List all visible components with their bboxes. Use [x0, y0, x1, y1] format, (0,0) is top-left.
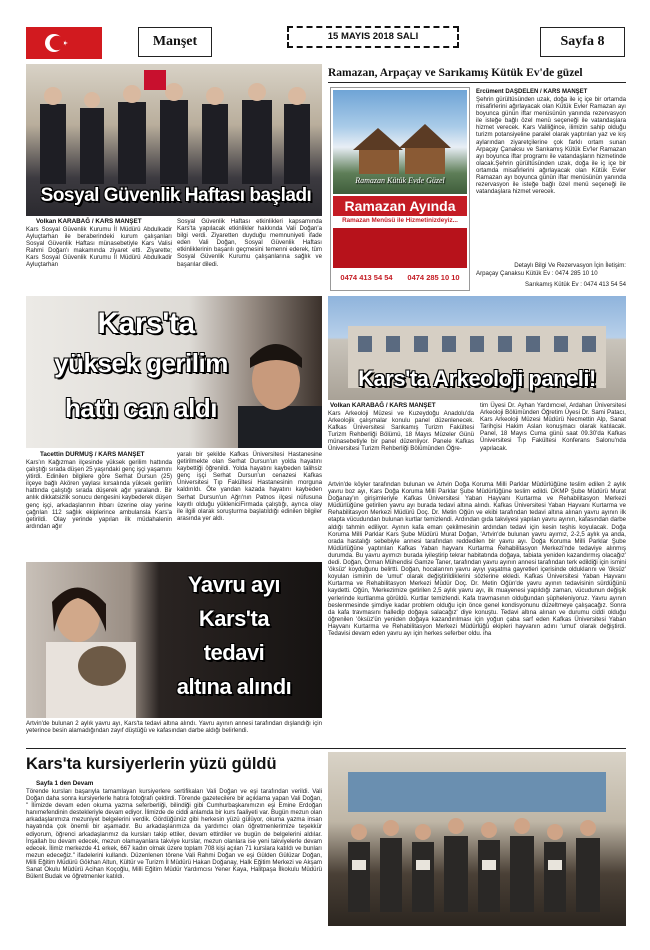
- story5-title-line3: tedavi: [203, 640, 265, 665]
- story3-col1: Kars'ın Kağızman ilçesinde yüksek gerilim hattında çalıştığı sırada düşen 25 yaşındaki genç işçi yaşamını yitirdi. Edinilen bilgilere göre Serhat Dursun (25) ilçeye bağlı Akören yaylası kırsalında yüksek gerilim hattında çalıştığı sırada düşerek ağır yaralandı. Bir anlık dikkatsizlik sonucu dengesini kaybederek düşen genç işçi, arkadaşlarının ihbarı üzerine olay yerine çağrılan 112 sağlık ekiplerince ambulansla Kars'a getirildi. Olay yerinde yapılan ilk müdahalenin ardından ağır: [26, 459, 172, 530]
- date-box: [287, 26, 459, 48]
- story4-title: Kars'ta Arkeoloji paneli!: [358, 366, 596, 391]
- story3-col2: yaralı bir şekilde Kafkas Üniversitesi Hastanesine getirilmekte olan Serhat Dursun'un yolda hayatını kaybettiği öğrenildi. Yolda hayatını kaybeden talihsiz genç işçi Serhat Dursun'un cenazesi Kafkas Üniversitesi Tıp Fakültesi Hastanesinin morguna kaldırıldı. Öte yandan kazada hayatını kaybeden Serhat Dursun'un Ağrı'nın Patnos ilçesi nüfusuna kayıtlı olduğu yükleniciFirmada çalıştığı, ayrıca olay ile ilgili olarak soruşturma başlatıldığı edinilen bilgiler arasında yer aldı.: [177, 451, 322, 522]
- section-label: [138, 27, 212, 57]
- ad-phone-1: 0474 413 54 54: [340, 273, 393, 282]
- story3-title-line2: yüksek gerilim: [54, 348, 228, 378]
- page-label: [540, 27, 625, 57]
- story2-title: Ramazan, Arpaçay ve Sarıkamış Kütük Ev'de güzel: [328, 67, 583, 79]
- ad-subtitle: Ramazan Menüsü ile Hizmetinizdeyiz...: [342, 217, 458, 224]
- story3-title-line1: Kars'ta: [97, 307, 195, 340]
- story2-contact: Detaylı Bilgi Ve Rezervasyon İçin İletişim:: [514, 262, 626, 269]
- story4-col2: tim Üyesi Dr. Ayhan Yardımcıel, Ardahan Üniversitesi Arkeoloji Bölümünden Öğretim Üyesi Dr. Sami Patacı, Kars Arkeoloji Müzesi Müdürü Necmettin Alp, Sanat Tarihçisi Hakim Aslan konuşmacı olarak katılacak. Panel, 18 Mayıs Cuma günü saat 09.30'da Kafkas Üniversitesi Tıp Fakültesi Konferans Salonu'nda yapılacak.: [480, 402, 626, 452]
- story6-body: Törende kursları başarıyla tamamlayan kursiyerlere sertifikaları Vali Doğan ve eşi tarafından verildi. Vali Doğan daha sonra kursiyerlerle hatıra fotoğrafı çektirdi. Törende gazetecilere bir açıklama yapan Vali Doğan, " İlimizde devam eden okuma yazma seferberliği, bilindiği gibi Cumhurbaşkanımızın eşi Emine Erdoğan hanımefendinin destekleriyle devam ediyor. İlimizde de ciddi anlamda bir kurs faaliyeti var. Bugün mezun olan arkadaşlarımıza mezuniyet belgelerini verdik. Gördüğünüz gibi herkesin yüzü gülüyor, okuma yazma insan hayatında çok önemli bir aşamadır. Bu arkadaşlarımıza da yardımcı olan öğretmenlerimize teşekkür ediyorum, öğrenci arkadaşlarımız da kursları takip ettiler, devam ettirdiler ve bugün de belgelerini aldılar. İnşallah bu devam edecek, mezun olamayanlara takviye kurslar, mezun olanlara ise yeni takviyelerle devam edecek. İlimiz merkezde 41 erkek, 667 kadın olmak üzere toplam 708 kişi açılan 71 kurslara katıldı ve bunları mezun edeceğiz." ifadelerini kullandı. Düzenlenen törene Vali Rahmi Doğan ve eşi Gülden Gülüzar Doğan, Milli Eğitim Müdürü Gökhan Altun, Kültür ve Turizm İl Müdürü Hakan Doğanay, Halk Eğitim Merkezi ve Akşam Sanat Okulu Müdürü Acihan Koçoğlu, Milli Eğitim Müdür Yardımcısı Yener Kaya, Halitpaşa İlkokulu Müdürü Bülent Budak ve öğretmenler katıldı.: [26, 788, 322, 881]
- story2-byline: Ercüment DAŞDELEN / KARS MANŞET: [476, 89, 588, 95]
- story2-phone1: Arpaçay Çanaksu Kütük Ev : 0474 285 10 10: [476, 270, 598, 277]
- story4-byline: Volkan KARABAĞ / KARS MANŞET: [330, 402, 436, 409]
- story1-title: Sosyal Güvenlik Haftası başladı: [40, 185, 312, 206]
- story1-col1: Kars Sosyal Güvenlik Kurumu İl Müdürü Abdulkadir Ayluçtarhan ile beraberindeki kurum çalışanları Sosyal Güvenlik Haftası münasebetiyle Kars Valisi Rahmi Doğan'ı makamında ziyaret etti. Ziyarette; Kars Sosyal Güvenlik Kurumu İl Müdürü Abdulkadir Ayluçtarhan: [26, 226, 172, 269]
- ad-photo: [333, 90, 467, 194]
- ad-caption: Ramazan Kütük Evde Güzel: [355, 176, 445, 185]
- story6-photo: [328, 752, 626, 926]
- ad-title: Ramazan Ayında: [333, 196, 467, 216]
- story5-caption: Artvin'de bulunan 2 aylık yavru ayı, Kars'ta tedavi altına alındı. Yavru ayının annesi tarafından dışlandığı için yeterince besin alamadığından zayıf düştüğü ve kafasından darbe aldığı belirlendi.: [26, 720, 322, 735]
- story1-photo: [26, 64, 322, 216]
- story3-byline: Tacettin DURMUŞ / KARS MANŞET: [40, 451, 145, 458]
- ad-phones: [333, 272, 467, 284]
- story2-phone2: Sarıkamış Kütük Ev : 0474 413 54 54: [525, 281, 626, 288]
- story3-title-line3: hattı can aldı: [65, 393, 217, 423]
- story1-byline: Volkan KARABAĞ / KARS MANŞET: [36, 218, 142, 225]
- story6-byline: Sayfa 1 den Devam: [36, 780, 94, 787]
- story1-col2: Sosyal Güvenlik Haftası etkinlikleri kapsamında Kars'ta yapılacak etkinlikler hakkında Vali Doğan'a bilgi verdi. Ziyaretten duyduğu memnuniyeti ifade eden Vali Doğan, Sosyal Güvenlik Haftası etkinliklerinin başarılı geçmesini temenni ederek, tüm Sosyal Güvenlik Kurumu çalışanlarına sağlık ve başarılar diledi.: [177, 218, 322, 268]
- story4-photo: [328, 296, 626, 400]
- ad-menu-band: [333, 228, 467, 268]
- story6-rule: [26, 748, 626, 749]
- story5-title-line1: Yavru ayı: [187, 572, 281, 597]
- section-name: Manşet: [152, 34, 198, 49]
- issue-date: 15 MAYIS 2018 SALI: [327, 31, 419, 42]
- story4-col1: Kars Arkeoloji Müzesi ve Kuzeydoğu Anadolu'da Arkeolojik çalışmalar konulu panel düzenlenecek. Kafkas Üniversitesi Sarıkamış Turizm Fakültesi Turizm Rehberliği Bölümü, 18 Mayıs Müzeler Günü münasebetiyle bir panel düzenliyor. Panele Kafkas Üniversitesi Turizm Rehberliği Bölümünden Öğre-: [328, 410, 474, 453]
- turkish-flag-icon: [26, 27, 102, 59]
- page-number: Sayfa 8: [560, 34, 605, 49]
- story5-title-line4: altına alındı: [176, 674, 292, 699]
- story3-photo: [26, 296, 322, 448]
- story5-photo: [26, 562, 322, 718]
- story2-rule: [328, 82, 626, 83]
- story5-body: Artvin'de köyler tarafından bulunan ve Artvin Doğa Koruma Milli Parklar Müdürlüğüne teslim edilen 2 aylık yavru boz ayı, Kars Doğa Koruma Milli Parklar Şube Müdürlüğüne teslim edildi. DKMP Şube Müdürü Murat Doğanay'ın girişimleriyle Kafkas Üniversitesi Yaban Hayvanı Kurtarma ve Rehabilitasyon Merkezi Müdürlüğüne getirilen yavru ayı burada tedavi altına alındı. Kafkas Üniversitesi Yaban Hayvanı Kurtarma ve Rehabilitasyon Merkezi Müdürü Doç. Dr. Metin Oğün ve ekibi tarafından tedavi altına alınan yavru ayının ilk etapta vücudundan bulunan kurtlar temizlendi. Ardından gıda takviyesi yapılan yavru ayının, kafasından darbe aldığı tahmin ediliyor. Ayının kafa emarı çekilmesinin ardından tedavi için kesin teşhis koyulacak. Doğa Koruma Milli Parklar Kars Şube Müdürü Murat Doğan, 'Artvin'de bulunan yavru ayımız, 2-2,5 aylık ya anda, orada hastalığı sebebiyle annesi tarafından reddedilen bir yavru ayı. Doğa Koruma Milli Parklar Şube Müdürlüğüne yaptırılan Kafkas Yaban hayvanı Kurtarma Rehabilitasyon Merkezi'nde tedaviye alınmış durumda. Bu yavru ayımızı burada iyileştirip tekrar habitatında doğaya, tabiata yeniden kazandırmış olacağız' dedi. Doğan, Orman Mühendisi Gamze Taner, tarafından yavru ayının annesi tarafından terk edildiği için ismini 'öksüz' koyduğunu belirtti. Doğan, hocalarının yavru ayıyı yaşatma gayretleri içerisinde olduklarını ve 'öksüz' koyulan isminin de 'umut' olarak değiştirildiklerini sözlerine ekledi. Kafkas Üniversitesi Yaban Hayvanı Kurtarma ve Rehabilitasyon Merkezi Müdür Doç. Dr. Metin Oğün'de yavru ayının tedavisinin sürdüğünü kaydetti. Oğün, 'Merkezimize getirilen 2,5 aylık yavru ayı, ilk muayenesi yapıldığı zaman, vücudunun değişik yerlerinde kurtlanma görüldü. Kurtlar temizlendi. Kafa travmasının olduğundan şüpheleniyoruz. Yavru ayının beslenmesinde şimdiye kadar problem olduğu için önce genel kondisyonunu düzeltmeye çalışacağız. Sonra da kafa travmasını halledip doğaya salacağız' diye konuştu. Tedavi altına alınan ve durumu ciddi olduğu öğrenilen 'öksüz'ün yeniden doğaya kazandırılması için yoğun çaba sarf eden Kafkas Üniversitesi Yaban Hayvanı Kurtarma ve Rehabilitasyon Merkezi Müdürlüğü ekipleri hayvanın adını 'umut' olarak değiştirdi. Tedavisi devam eden yavru ayı için herkes seferber oldu. iha: [328, 481, 626, 637]
- ad-phone-2: 0474 285 10 10: [407, 273, 460, 282]
- story2-body: Şehrin gürültüsünden uzak, doğa ile iç içe bir ortamda misafirlerini ağırlayacak olan Kütük Evler Ramazan ayı boyunca günün iftar menüsünün yanında rezervasyon ile isteğe bağlı özel menü seçeneği ile vatandaşlara hizmet verecek. Kars Valiliğince, ilimizin sahip olduğu turizm potansiyeline paralel olarak yaptırılan yaz ve kış aylarından ziyaretçilerine çok farklı ortam sunan Arpaçay Çanaksu ve Sarıkamış Kütük Ev'ler Ramazan ayı boyunca iftar programı ile vatandaşların hizmetinde olacak.Şehrin gürültüsünden uzak, doğa ile iç içe bir ortamda misafirlerini ağırlayacak olan Kütük Evler Ramazan ayı boyunca günün iftar menüsünün yanında rezervasyon ile isteğe bağlı özel menü seçeneği ile vatandaşlara hizmet verecek.: [476, 96, 626, 196]
- kutuk-ev-ad: [330, 87, 470, 291]
- story6-title: Kars'ta kursiyerlerin yüzü güldü: [26, 755, 277, 773]
- story5-title-line2: Kars'ta: [198, 606, 270, 631]
